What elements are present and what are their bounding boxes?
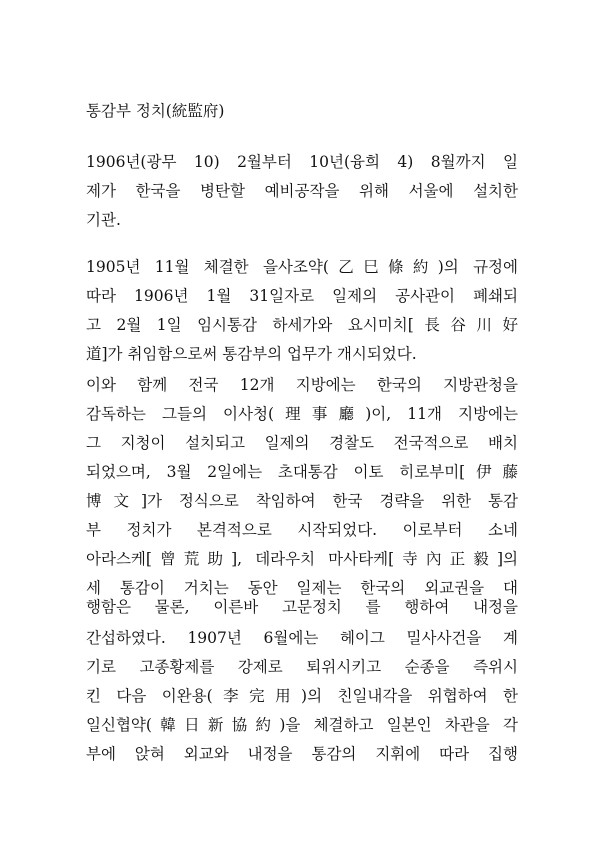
paragraph-5: [86, 624, 518, 769]
text-line: 道]가 취임함으로써 통감부의 업무가 개시되었다.: [86, 345, 417, 363]
text-line: 1905년 11월 체결한 을사조약(乙巳條約)의 규정에: [86, 258, 518, 276]
text-line: 제가 한국을 병탄할 예비공작을 위해 서울에 설치한: [86, 182, 518, 200]
text-line: 기관.: [86, 211, 121, 229]
text-line: 이와 함께 전국 12개 지방에는 한국의 지방관청을: [86, 376, 518, 394]
text-line: 일신협약(韓日新協約)을 체결하고 일본인 차관을 각: [86, 716, 518, 734]
text-line: 따라 1906년 1월 31일자로 일제의 공사관이 폐쇄되: [86, 287, 518, 305]
text-line: 기로 고종황제를 강제로 퇴위시키고 순종을 즉위시: [86, 658, 518, 676]
paragraph-1: [86, 148, 518, 235]
text-line: 博文]가 정식으로 착임하여 한국 경략을 위한 통감: [86, 492, 518, 510]
text-line: 1906년(광무 10) 2월부터 10년(융희 4) 8월까지 일: [86, 153, 518, 171]
text-line: 부 정치가 본격적으로 시작되었다. 이로부터 소네: [86, 521, 518, 539]
document-page: [86, 0, 518, 842]
paragraph-2: [86, 253, 518, 369]
paragraph-3: [86, 371, 518, 603]
text-line: 세 통감이 거치는 동안 일제는 한국의 외교권을 대: [86, 579, 518, 597]
text-line: 감독하는 그들의 이사청(理事廳)이, 11개 지방에는: [86, 405, 518, 423]
text-line: 되었으며, 3월 2일에는 초대통감 이토 히로부미[伊藤: [86, 463, 518, 481]
text-line: 아라스케[曾荒助], 데라우치 마사타케[寺內正毅]의: [86, 550, 518, 568]
text-line: 행함은 물론, 이른바 고문정치 를 행하여 내정을: [86, 598, 518, 616]
text-line: 그 지청이 설치되고 일제의 경찰도 전국적으로 배치: [86, 434, 518, 452]
text-line: 고 2월 1일 임시통감 하세가와 요시미치[長谷川好: [86, 316, 518, 334]
paragraph-4: [86, 593, 518, 622]
text-line: 부에 앉혀 외교와 내정을 통감의 지휘에 따라 집행: [86, 745, 518, 763]
text-line: 킨 다음 이완용(李完用)의 친일내각을 위협하여 한: [86, 687, 518, 705]
text-line: 간섭하였다. 1907년 6월에는 헤이그 밀사사건을 계: [86, 629, 518, 647]
document-title: 통감부 정치(統監府): [86, 102, 225, 120]
